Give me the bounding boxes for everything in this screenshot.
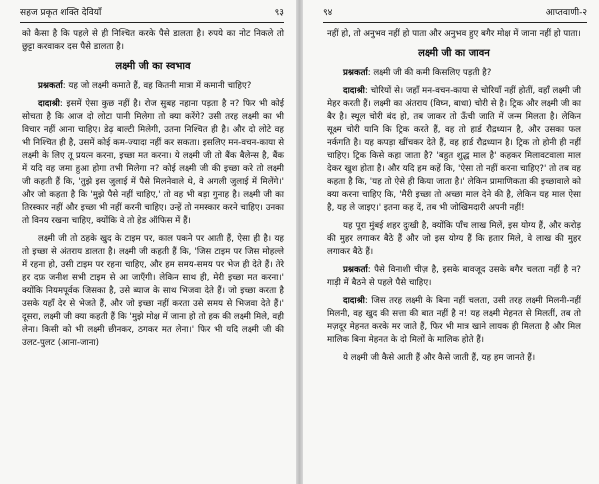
question-text: : लक्ष्मी जी की कमी किसलिए पड़ती है? <box>367 68 492 78</box>
speaker-label: प्रश्नकर्ता <box>343 265 368 275</box>
right-running-title: आप्तवाणी-२ <box>545 8 587 18</box>
paragraph: को कैसा है कि पहले से ही निश्चित करके पैसे डालता है। रुपये का नोट निकले तो छुट्टा करवाकर दस पैसे डालता है। <box>22 29 284 52</box>
answer-text: : चोरियों से। जहाँ मन-वचन-काया से चोरियाँ नहीं होतीं, वहाँ लक्ष्मी जी मेहर करती हैं। लक्ष्मी का अंतराय (विघ्न, बाधा) चोरी से है। ट्रिक और लक्ष्मी जी का बैर है। स्थूल चोरी बंद हो, तब जाकर तो ऊँची जाति में जन्म मिलता है। लेकिन सूक्ष्म चोरी यानि कि ट्रिक करते हैं, वह तो हार्ड रौद्रध्यान है, और उसका फल नर्कगति है। यह कपड़ा खींचकर देते हैं, वह हार्ड रौद्रध्यान है। ट्रिक तो होनी ही नहीं चाहिए। ट्रिक किसे कहा जाता है? 'बहुत शुद्ध माल है' कहकर मिलावटवाला माल देकर खुश होता है। और यदि हम कहें कि, 'ऐसा तो नहीं करना चाहिए?' तो तब वह कहता है कि, 'यह तो ऐसे ही किया जाता है।' लेकिन प्रामाणिकता की इच्छावाले को क्या करना चाहिए कि, 'मैरी इच्छा तो अच्छा माल देने की है, लेकिन यह माल ऐसा है, यह ले जाइए।' इतना कह दें, तब भी जोखिमदारी अपनी नहीं! <box>327 86 581 213</box>
speaker-label: दादाश्री <box>343 86 365 96</box>
left-page-body <box>22 28 284 355</box>
answer <box>327 295 581 347</box>
left-page-number: ९३ <box>274 8 284 18</box>
right-page-header <box>323 4 587 23</box>
section-heading: लक्ष्मी जी का स्वभाव <box>115 61 191 72</box>
answer-text: : जिस तरह लक्ष्मी के बिना नहीं चलता, उसी तरह लक्ष्मी मिलनी-नहीं मिलनी, वह खुद की सत्ता की बात नहीं है न! यह लक्ष्मी मेहनत से मिलतीं, तब तो मज़दूर मेहनत करके मर जाते हैं, फिर भी मात्र खाने लायक ही मिलता है और मिल मालिक बिना मेहनत के दो मिलों के मालिक होते हैं। <box>327 296 581 345</box>
speaker-label: दादाश्री <box>343 296 365 306</box>
speaker-label: प्रश्नकर्ता <box>38 81 63 91</box>
paragraph: नहीं हो, तो अनुभव नहीं हो पाता और अनुभव हुए बगैर मोक्ष में जाना नहीं हो पाता। <box>327 29 581 39</box>
answer <box>327 85 581 215</box>
right-page <box>303 0 599 484</box>
question <box>22 80 284 93</box>
paragraph: लक्ष्मी जी तो ठहके खुद के टाइम पर, काल पकने पर आती हैं, ऐसा ही है। यह तो इच्छा से अंतराय डालता है। लक्ष्मी जी कहती हैं कि, 'जिस टाइम पर जिस मोहल्ले में रहना हो, उसी टाइम पर रहना चाहिए, और हम समय-समय पर भेज ही देते हैं। तेरे हर दफ़ जनीश सभी टाइम से आ जाएँगी। लेकिन साथ ही, मेरी इच्छा मत करना।' क्योंकि नियमपूर्वक जिसका है, उसे ब्याज के साथ भिजवा देते हैं। जो इच्छा करता है उसके यहाँ देर से भेजते हैं, और जो इच्छा नहीं करता उसे समय से भिजवा देते हैं।' दूसरा, लक्ष्मी जी क्या कहती हैं कि 'मुझे मोक्ष में जाना हो तो हक की लक्ष्मी मिले, वही लेना। किसी को भी लक्ष्मी छीनकर, ठगकर मत लेना।' फिर भी यदि लक्ष्मी जी की उलट-पुलट (आना-जाना) <box>22 234 284 348</box>
question <box>327 67 581 80</box>
right-page-body <box>327 28 581 370</box>
answer <box>22 98 284 228</box>
left-page-header <box>20 4 284 23</box>
section-heading: लक्ष्मी जी का जावन <box>418 48 490 59</box>
paragraph: यह पूरा मुंबई शहर दुःखी है, क्योंकि पाँच लाख मिलें, इस योग्य हैं, और करोड़ की मुहर लगाकर बैठे हैं और जो इस योग्य हैं कि हतार मिले, वे लाख की मुहर लगाकर बैठे हैं। <box>327 221 581 257</box>
question-text: : पैसे विनाशी चीज़ है, इसके बावजूद उसके बगैर चलता नहीं है न? गाड़ी में बैठने से पहले पैसे चाहिए। <box>327 265 581 288</box>
question-text: : यह जो लक्ष्मी कमाते हैं, वह कितनी मात्रा में कमानी चाहिए? <box>62 81 252 91</box>
speaker-label: दादाश्री <box>38 99 60 109</box>
paragraph: ये लक्ष्मी जी कैसे आती हैं और कैसे जाती हैं, यह हम जानते हैं। <box>343 353 536 363</box>
right-page-number: ९४ <box>323 8 333 18</box>
question <box>327 264 581 290</box>
speaker-label: प्रश्नकर्ता <box>343 68 368 78</box>
book-gutter <box>296 0 303 484</box>
left-page <box>0 0 296 484</box>
left-running-title: सहज प्रकृत शक्ति देवियाँ <box>20 8 102 18</box>
answer-text: : इसमें ऐसा कुछ नहीं है। रोज सुबह नहाना पड़ता है न? फिर भी कोई सोचता है कि आज दो लोटा पानी मिलेगा तो क्या करेंगे? उसी तरह लक्ष्मी का भी विचार नहीं आना चाहिए। डेढ़ बाल्टी मिलेगी, उतना निश्चित ही है। और दो लोटे वह भी निश्चित ही है, उसमें कोई कम-ज्यादा नहीं कर सकता। इसलिए मन-वचन-काया से लक्ष्मी के लिए तू प्रयत्न करना, इच्छा मत करना। ये लक्ष्मी जी तो बैंक बैलेन्स है, बैंक में यदि वह जमा हुआ होगा तभी मिलेगा न? कोई लक्ष्मी जी की इच्छा करे तो लक्ष्मी जी कहती हैं कि, 'तुझे इस जुलाई में पैसे मिलनेवाले थे, वे अगली जुलाई में मिलेंगे।' और जो कहता है कि 'मुझे पैसे नहीं चाहिए,' तो वह भी बड़ा गुनाह है। लक्ष्मी जी का तिरस्कार नहीं और इच्छा भी नहीं करनी चाहिए। उन्हें तो नमस्कार करने चाहिए। उनका तो विनय रखना चाहिए, क्योंकि वे तो हेड ऑफिस में हैं। <box>22 99 284 226</box>
